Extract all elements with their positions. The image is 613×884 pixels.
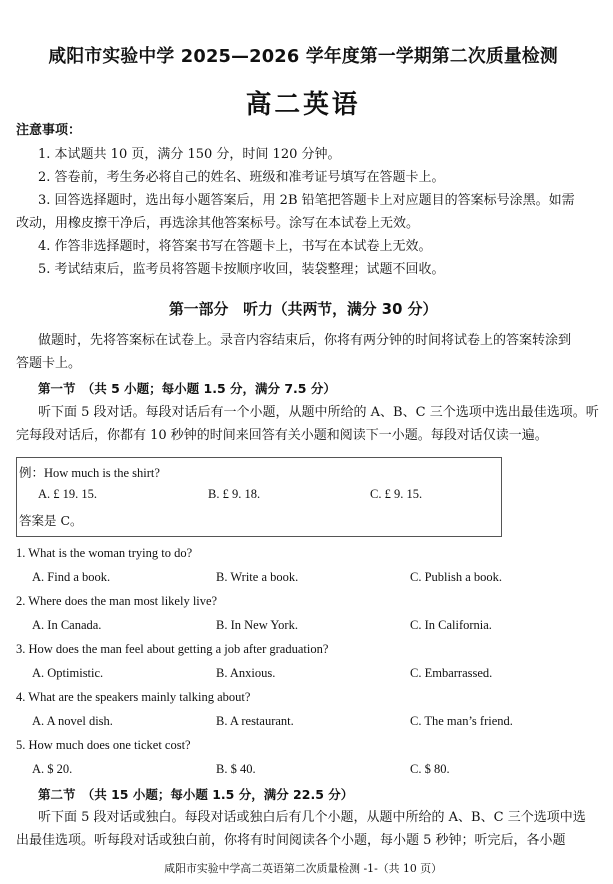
question-1-option-b: B. Write a book.	[216, 570, 299, 584]
question-3-option-c: C. Embarrassed.	[410, 666, 493, 680]
notice-item-5: 5. 考试结束后，监考员将答题卡按顺序收回，装袋整理；试题不回收。	[38, 262, 445, 277]
notice-heading: 注意事项：	[16, 123, 82, 138]
example-option-c: C. £ 9. 15.	[370, 487, 423, 501]
section2-title: 第二节 （共 15 小题；每小题 1.5 分，满分 22.5 分）	[38, 787, 354, 802]
example-option-a: A. £ 19. 15.	[38, 487, 98, 501]
question-3-option-b: B. Anxious.	[216, 666, 276, 680]
section1-instr-line2: 完每段对话后，你都有 10 秒钟的时间来回答有关小题和阅读下一小题。每段对话仅读一遍。	[16, 428, 548, 443]
question-5-option-c: C. $ 80.	[410, 762, 450, 776]
section2-instr-line2: 出最佳选项。听每段对话或独白前，你将有时间阅读各个小题，每小题 5 秒钟；听完后，各小题	[16, 833, 566, 848]
exam-title: 咸阳市实验中学 2025—2026 学年度第一学期第二次质量检测	[48, 46, 558, 67]
notice-item-2: 2. 答卷前，考生务必将自己的姓名、班级和准考证号填写在答题卡上。	[38, 170, 445, 185]
section2-instr-line1: 听下面 5 段对话或独白。每段对话或独白后有几个小题，从题中所给的 A、B、C 三个选项中选	[38, 810, 586, 825]
example-option-b: B. £ 9. 18.	[208, 487, 261, 501]
question-2-option-b: B. In New York.	[216, 618, 298, 632]
question-2-option-c: C. In California.	[410, 618, 492, 632]
page-footer: 咸阳市实验中学高二英语第二次质量检测 -1-（共 10 页）	[164, 862, 443, 875]
notice-item-3-cont: 改动，用橡皮擦干净后，再选涂其他答案标号。涂写在本试卷上无效。	[16, 216, 420, 231]
question-1-option-a: A. Find a book.	[32, 570, 111, 584]
section1-title: 第一节 （共 5 小题；每小题 1.5 分，满分 7.5 分）	[38, 381, 336, 396]
question-2: 2. Where does the man most likely live?	[16, 594, 218, 608]
exam-subject: 高二英语	[245, 90, 361, 120]
notice-item-1: 1. 本试题共 10 页，满分 150 分，时间 120 分钟。	[38, 147, 341, 162]
question-3-option-a: A. Optimistic.	[32, 666, 104, 680]
question-4: 4. What are the speakers mainly talking about?	[16, 690, 251, 704]
section1-instr-line1: 听下面 5 段对话。每段对话后有一个小题，从题中所给的 A、B、C 三个选项中选出最佳选项。听	[38, 405, 599, 420]
part1-intro-line1: 做题时，先将答案标在试卷上。录音内容结束后，你将有两分钟的时间将试卷上的答案转涂到	[38, 333, 572, 348]
question-5: 5. How much does one ticket cost?	[16, 738, 191, 752]
part1-title: 第一部分 听力（共两节，满分 30 分）	[168, 300, 438, 318]
part1-intro-line2: 答题卡上。	[16, 356, 82, 371]
question-4-option-a: A. A novel dish.	[32, 714, 113, 728]
question-4-option-b: B. A restaurant.	[216, 714, 294, 728]
question-2-option-a: A. In Canada.	[32, 618, 102, 632]
question-5-option-a: A. $ 20.	[32, 762, 73, 776]
example-answer: 答案是 C。	[19, 513, 83, 528]
notice-item-4: 4. 作答非选择题时，将答案书写在答题卡上，书写在本试卷上无效。	[38, 239, 432, 254]
question-4-option-c: C. The man’s friend.	[410, 714, 513, 728]
question-5-option-b: B. $ 40.	[216, 762, 256, 776]
example-question: 例：How much is the shirt?	[19, 466, 160, 480]
question-1: 1. What is the woman trying to do?	[16, 546, 193, 560]
notice-item-3: 3. 回答选择题时，选出每小题答案后，用 2B 铅笔把答题卡上对应题目的答案标号涂黑。如需	[38, 193, 575, 208]
question-3: 3. How does the man feel about getting a job after graduation?	[16, 642, 329, 656]
question-1-option-c: C. Publish a book.	[410, 570, 503, 584]
